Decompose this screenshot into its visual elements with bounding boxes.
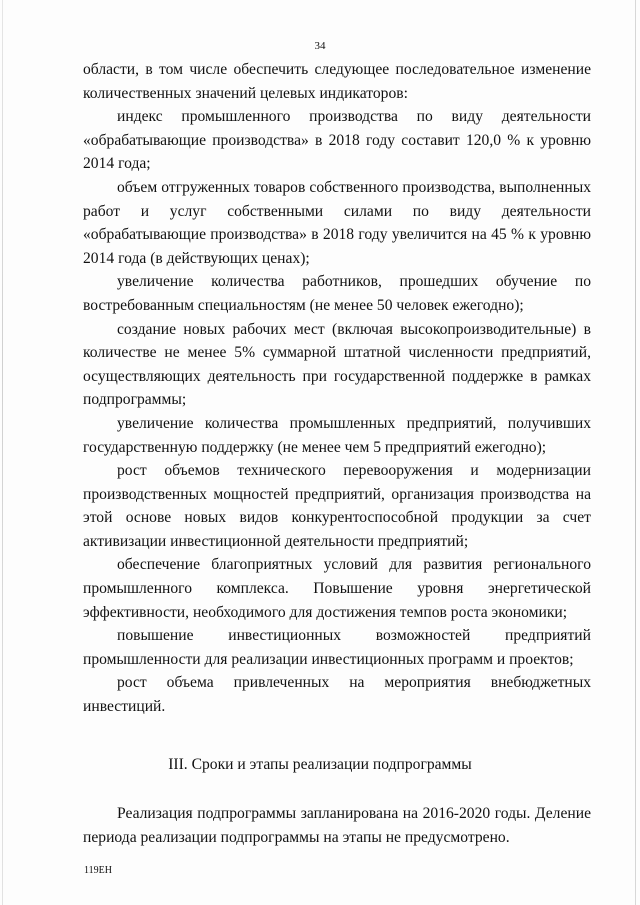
final-paragraph: Реализация подпрограммы запланирована на 2016-2020 годы. Деление периода реализации подпрограммы на этапы не предусмотрено. [83, 805, 591, 846]
paragraph-item: увеличение количества промышленных предприятий, получивших государственную поддержку (не менее чем 5 предприятий ежегодно); [83, 414, 591, 456]
section-heading: III. Сроки и этапы реализации подпрограммы [168, 756, 472, 773]
final-text [83, 802, 591, 849]
paragraph-continuation: области, в том числе обеспечить следующее последовательное изменение количественных значений целевых индикаторов: [83, 61, 591, 102]
page-number: 34 [314, 40, 326, 52]
paragraph-item: рост объема привлеченных на мероприятия внебюджетных инвестиций. [83, 674, 591, 716]
paragraph-item: увеличение количества работников, прошедших обучение по востребованным специальностям (не менее 50 человек ежегодно); [83, 273, 591, 314]
paragraph-item: повышение инвестиционных возможностей предприятий промышленности для реализации инвестиционных программ и проектов; [83, 627, 591, 668]
body-text [83, 58, 591, 719]
paragraph-item: создание новых рабочих мест (включая высокопроизводительные) в количестве не менее 5% суммарной штатной численности предприятий, осуществляющих деятельность при государственной поддержке в рамках подпрограммы; [83, 320, 591, 409]
document-code: 119ЕН [84, 865, 112, 876]
paragraph-item: рост объемов технического перевооружения и модернизации производственных мощностей предприятий, организация производства на этой основе новых видов конкурентоспособной продукции за счет активизации инвестиционной деятельности предприятий; [83, 462, 591, 550]
paragraph-item: объем отгруженных товаров собственного производства, выполненных работ и услуг собственными силами по виду деятельности «обрабатывающие производства» в 2018 году увеличится на 45 % к уровню 2014 года (в действующих ценах); [83, 178, 591, 267]
paragraph-item: обеспечение благоприятных условий для развития регионального промышленного комплекса. Повышение уровня энергетической эффективности, необходимого для достижения темпов роста экономики; [83, 556, 591, 621]
paragraph-item: индекс промышленного производства по виду деятельности «обрабатывающие производства» в 2018 году составит 120,0 % к уровню 2014 года; [83, 108, 591, 173]
